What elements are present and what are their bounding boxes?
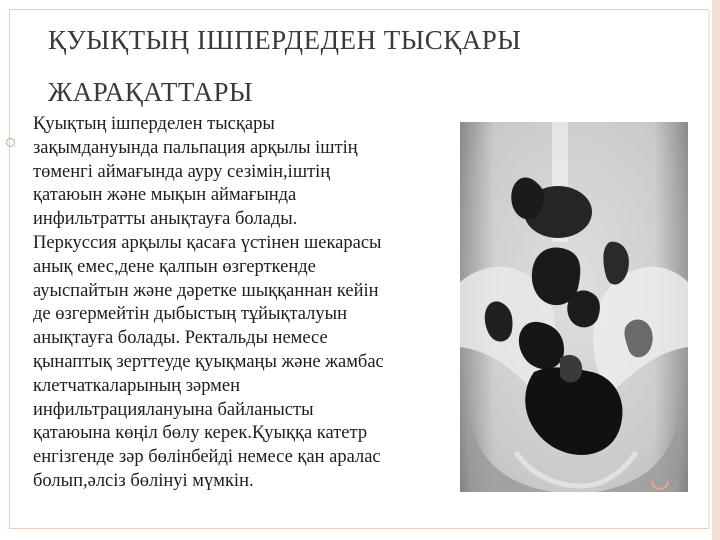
slide-title-line-1: ҚУЫҚТЫҢ ІШПЕРДЕДЕН ТЫСҚАРЫ (48, 25, 522, 55)
slide-title-line-2: ЖАРАҚАТТАРЫ (48, 77, 254, 107)
bullet-icon (6, 138, 15, 147)
slide-accent-stripe (708, 9, 710, 529)
slide-accent-bar (712, 0, 720, 540)
slide-title (48, 14, 608, 118)
slide-body-text: Қуықтың ішперделен тысқары зақымдануында пальпация арқылы іштің төменгі аймағында ауру сезімін,іштің қатаюын және мықын аймағында инфильтратты анықтауға болады. Перкуссия арқылы қасаға үстінен шекарасы анық емес,дене қалпын өзгерткенде ауыспайтын және дәретке шыққаннан кейін де өзгермейтін дыбыстың тұйықталуын анықтауға болады. Ректальды немесе қынаптық зерттеуде қуықмаңы және жамбас клетчаткаларының зәрмен инфильтрациялануына байланысты қатаюына көңіл бөлу керек.Қуыққа катетр енгізгенде зәр бөлінбейді немесе қан аралас болып,әлсіз бөлінуі мүмкін. (33, 114, 384, 491)
xray-illustration (460, 122, 688, 492)
xray-image (460, 122, 688, 492)
